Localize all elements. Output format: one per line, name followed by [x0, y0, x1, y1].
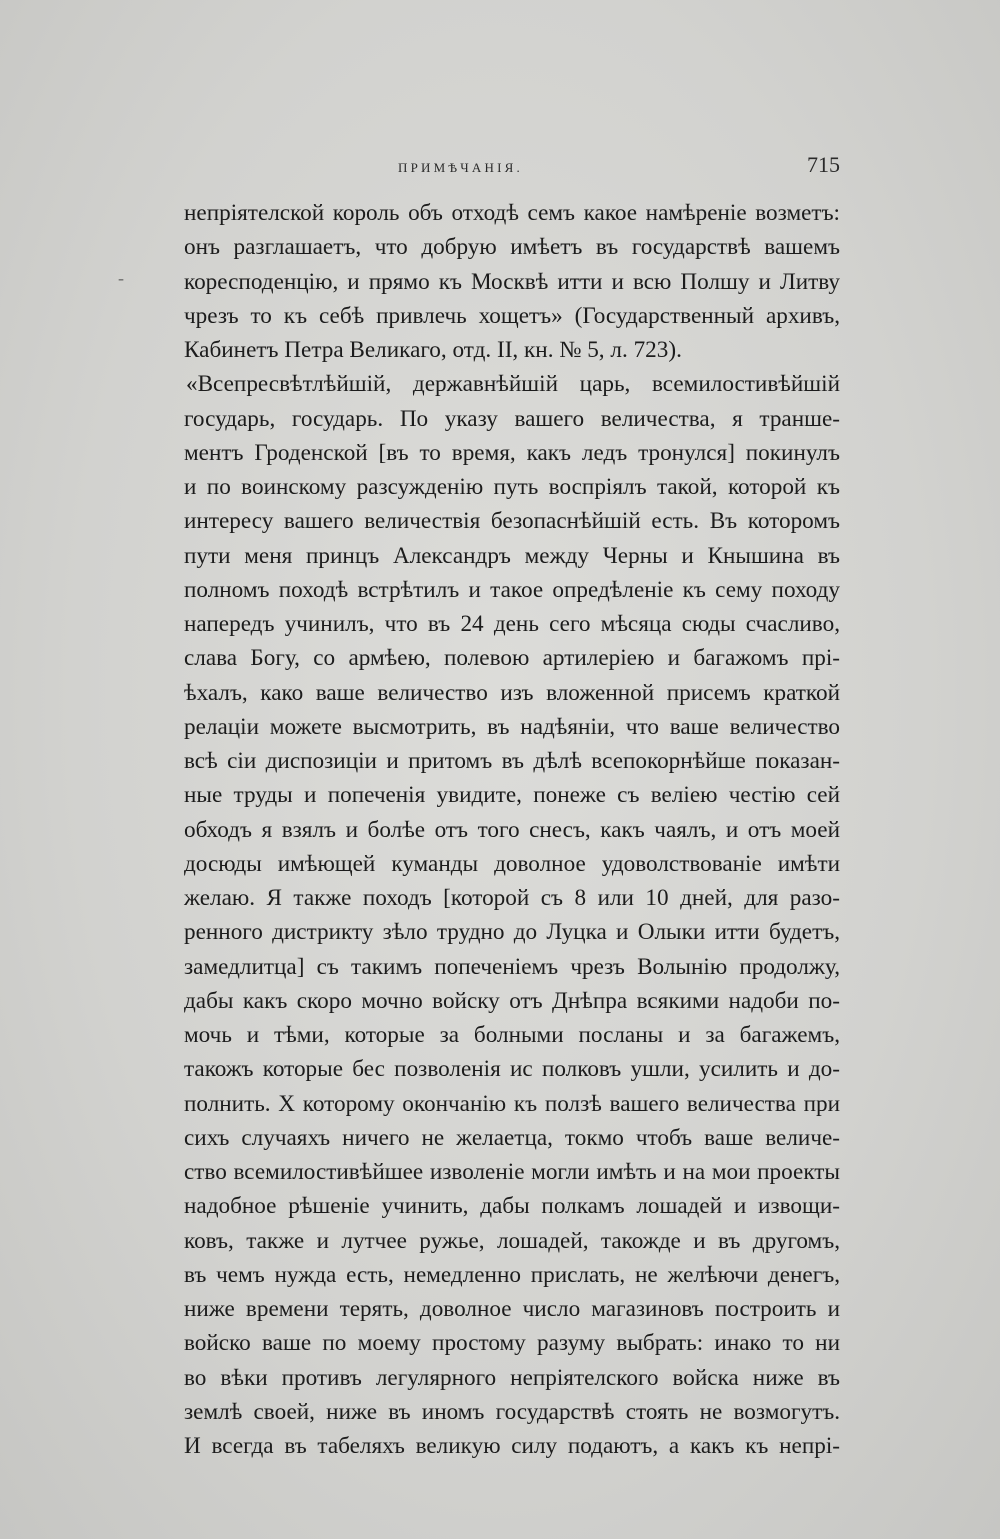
text-line: непріятелской король объ отходѣ семъ какое намѣреніе возметъ: — [184, 200, 840, 226]
text-line: и по воинскому разсужденію путь воспріялъ такой, которой къ — [184, 474, 840, 500]
text-line: ниже времени терять, доволное число магазиновъ построить и — [184, 1296, 840, 1322]
text-line: мочь и тѣми, которые за болными посланы и за багажемъ, — [184, 1022, 840, 1048]
text-line: ѣхалъ, како ваше величество изъ вложенной присемъ краткой — [184, 679, 840, 706]
text-line: обходъ я взялъ и болѣе отъ того снесъ, какъ чаялъ, и отъ моей — [184, 816, 840, 843]
text-line: въ чемъ нужда есть, немедленно прислать, не желѣючи денегъ, — [184, 1261, 840, 1288]
text-line: ренного дистрикту зѣло трудно до Луцка и Олыки итти будетъ, — [184, 919, 840, 946]
text-line: ковъ, также и лутчее ружье, лошадей, такожде и въ другомъ, — [184, 1227, 840, 1254]
text-line: «Всепресвѣтлѣйшій, державнѣйшій царь, всемилостивѣйшій — [186, 371, 840, 398]
text-line: полнить. Х которому окончанію къ ползѣ вашего величества при — [184, 1090, 840, 1117]
text-line: ментъ Гроденской [въ то время, какъ ледъ тронулся] покинулъ — [184, 439, 840, 466]
text-line: коресподенцію, и прямо къ Москвѣ итти и всю Полшу и Литву — [184, 268, 840, 295]
running-title: ПРИМѢЧАНІЯ. — [398, 160, 523, 175]
text-line: досюды имѣющей куманды доволное удоволствованіе имѣти — [184, 850, 840, 877]
text-line: напередъ учинилъ, что въ 24 день сего мѣсяца сюды счасливо, — [184, 611, 840, 637]
running-head — [184, 152, 840, 182]
text-line: ные труды и попеченія увидите, понеже съ веліею честію сей — [184, 782, 840, 809]
text-line: всѣ сіи диспозиціи и притомъ въ дѣлѣ всепокорнѣйше показан- — [184, 748, 840, 774]
text-line: замедлитца] съ такимъ попеченіемъ чрезъ Волынію продолжу, — [184, 953, 840, 980]
text-line: такожъ которые бес позволенія ис полковъ ушли, усилить и до- — [184, 1056, 840, 1083]
text-line: онъ разглашаетъ, что добрую имѣетъ въ государствѣ вашемъ — [184, 234, 840, 261]
text-line: чрезъ то къ себѣ привлечь хощетъ» (Государственный архивъ, — [184, 302, 840, 329]
text-line: землѣ своей, ниже въ иномъ государствѣ стоять не возмогутъ. — [184, 1398, 840, 1425]
text-line: государь, государь. По указу вашего величества, я транше- — [184, 405, 840, 432]
text-line: релаціи можете высмотрить, въ надѣяніи, что ваше величество — [184, 713, 840, 740]
text-line: пути меня принцъ Александръ между Черны и Кнышина въ — [184, 542, 840, 569]
text-line: интересу вашего величествія безопаснѣйшій есть. Въ которомъ — [184, 508, 840, 535]
text-line: сихъ случаяхъ ничего не желаетца, токмо чтобъ ваше величе- — [184, 1124, 840, 1151]
text-line: во вѣки противъ легулярного непріятелского войска ниже въ — [184, 1364, 840, 1391]
text-line: войско ваше по моему простому разуму выбрать: инако то ни — [184, 1330, 840, 1357]
text-line: дабы какъ скоро мочно войску отъ Днѣпра всякими надоби по- — [184, 987, 840, 1014]
text-line: И всегда въ табеляхъ великую силу подаютъ, а какъ къ непрі- — [184, 1433, 840, 1459]
text-line: полномъ походѣ встрѣтилъ и такое опредѣленіе къ сему походу — [184, 576, 840, 603]
text-line: слава Богу, со армѣею, полевою артилеріею и багажомъ прі- — [184, 645, 840, 672]
page-number: 715 — [807, 152, 840, 177]
text-line: желаю. Я также походъ [которой съ 8 или 10 дней, для разо- — [184, 885, 840, 911]
text-line: надобное рѣшеніе учинить, дабы полкамъ лошадей и извощи- — [184, 1193, 840, 1220]
body-text — [184, 196, 840, 1463]
margin-mark: ‑ — [118, 268, 124, 288]
text-line: ство всемилостивѣйшее изволеніе могли имѣть и на мои проекты — [184, 1159, 840, 1185]
text-line: Кабинетъ Петра Великаго, отд. II, кн. № 5, л. 723). — [184, 337, 682, 363]
